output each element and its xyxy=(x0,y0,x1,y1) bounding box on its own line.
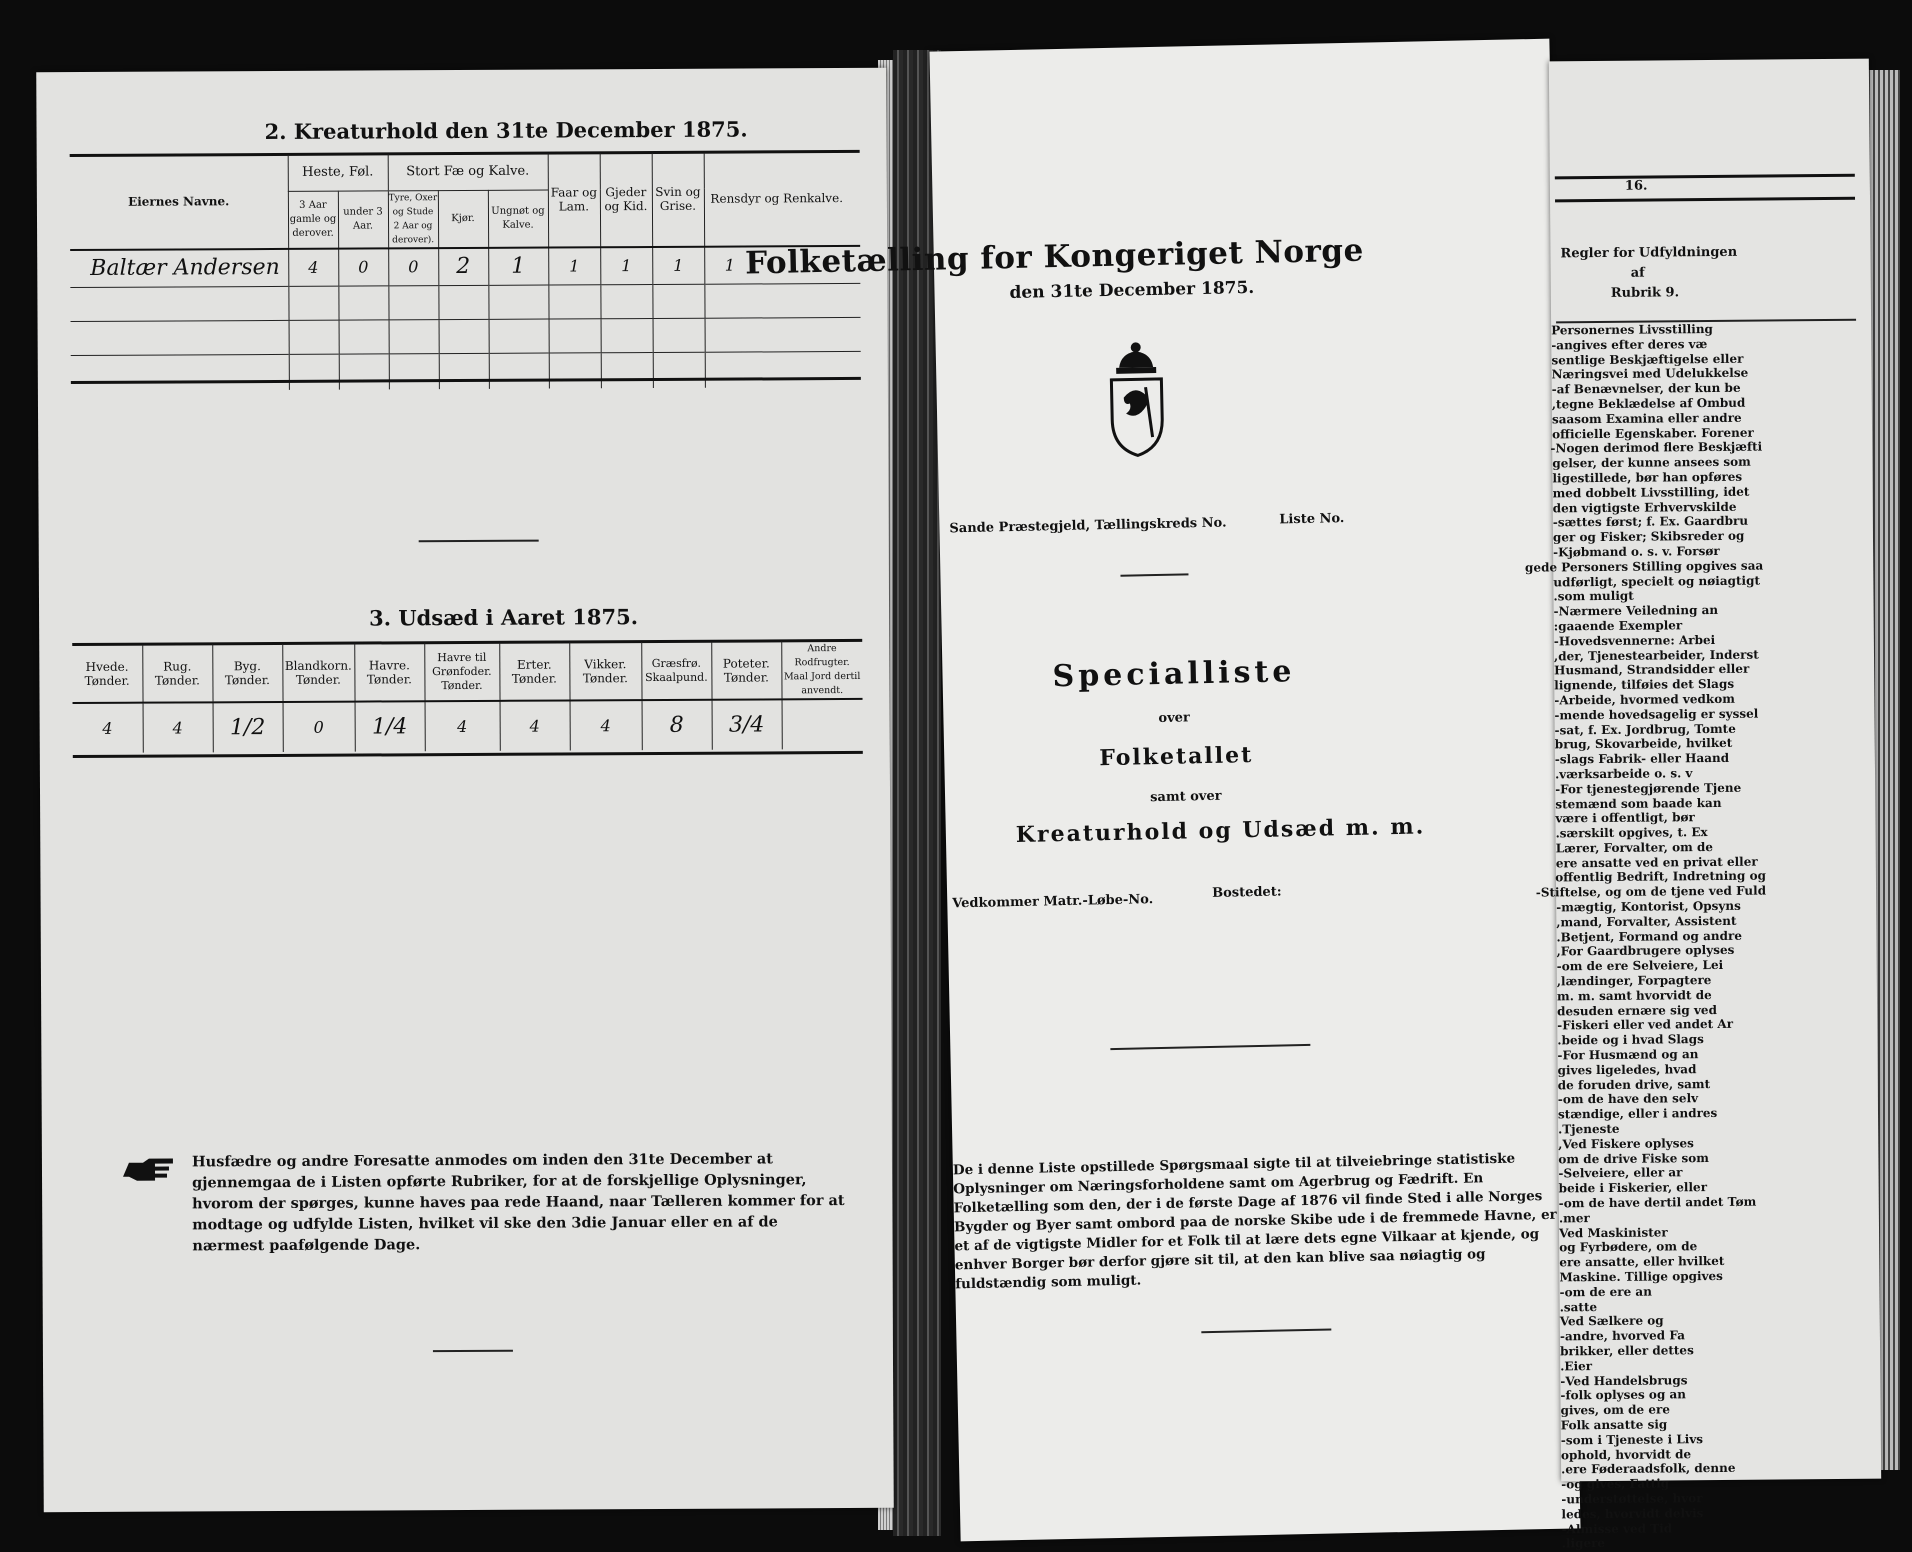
separator-5 xyxy=(1201,1329,1331,1334)
cell-sheep: 1 xyxy=(548,247,600,285)
owner-name: Baltær Andersen xyxy=(90,255,280,282)
census-title: Folketælling for Kongeriget Norge xyxy=(744,232,1365,282)
livestock-row xyxy=(70,245,860,287)
livestock-table xyxy=(70,152,861,391)
notice-text: Husfædre og andre Foresatte anmodes om inden den 31te December at gjennemgaa de i Listen opførte Rubriker, for at de forskjellige Oplysninger, hvorom der spørges, kunne haves paa rede Haand, naar Tælleren kommer for at modtage og udfylde Listen, hvilket vil ske den 3die Januar eller en af de nærmest paafølgende Dage. xyxy=(191,1150,845,1255)
pointing-hand-icon xyxy=(127,1157,175,1185)
separator-4 xyxy=(1110,1044,1310,1050)
cell-barley: 1/2 xyxy=(213,702,283,752)
sheep-header: Faar og Lam. xyxy=(548,153,600,247)
potatoes-header: Poteter. Tønder. xyxy=(711,641,781,699)
peas-header: Erter. Tønder. xyxy=(499,642,569,700)
sowing-table xyxy=(72,641,863,753)
instructions-strip xyxy=(1524,59,1881,1551)
green-oats-header: Havre til Grønfoder. Tønder. xyxy=(424,643,499,701)
census-date: den 31te December 1875. xyxy=(1009,277,1255,304)
cell-bulls: 0 xyxy=(388,248,438,286)
horses-old-header: 3 Aar gamle og derover. xyxy=(288,191,338,249)
folketallet-title: Folketallet xyxy=(1099,742,1254,772)
rye-header: Rug. Tønder. xyxy=(142,644,212,702)
parish-line: Sande Præstegjeld, Tællingskreds No. xyxy=(949,515,1227,537)
cell-peas: 4 xyxy=(500,700,570,750)
cell-goats: 1 xyxy=(600,247,652,285)
cell-wheat: 4 xyxy=(102,718,113,738)
cell-other-roots xyxy=(782,699,863,749)
list-no-label: Liste No. xyxy=(1279,511,1345,528)
reindeer-header: Rensdyr og Renkalve. xyxy=(704,152,860,246)
horses-header: Heste, Føl. xyxy=(288,154,388,191)
coat-of-arms-icon xyxy=(1101,337,1173,458)
cell-cows: 2 xyxy=(438,247,488,285)
barley-header: Byg. Tønder. xyxy=(212,644,282,702)
cell-grass-seed: 8 xyxy=(642,700,712,750)
cell-potatoes: 3/4 xyxy=(712,699,782,749)
grass-seed-header: Græsfrø. Skaalpund. xyxy=(641,642,711,700)
wheat-header: Hvede. Tønder. xyxy=(84,659,130,688)
cell-rye: 4 xyxy=(143,702,213,752)
left-page xyxy=(36,68,894,1512)
cell-vetch: 4 xyxy=(570,700,642,750)
cattle-header: Stort Fæ og Kalve. xyxy=(388,154,548,191)
strip-heading-1: Regler for Udfyldningen xyxy=(1560,244,1738,262)
sowing-header-row xyxy=(72,641,862,703)
mixed-grain-header: Blandkorn. Tønder. xyxy=(282,644,354,702)
census-footer-text: De i denne Liste opstillede Spørgsmaal sigte til at tilveiebringe statistiske Oplysninger om Næringsforholdene samt om Agerbrug og Fædrift. En Folketælling som den, der i de første Dage af 1876 vil finde Sted i alle Norges Bygder og Byer samt ombord paa de norske Skibe ude i de fremmede Havne, er et af de vigtigste Midler for et Folk til at lære dets egne Vilkaar at kjende, og enhver Borger bør derfor gjøre sit til, at den kan blive saa nøiagtig og fuldstændig som muligt. xyxy=(952,1150,1557,1293)
oats-header: Havre. Tønder. xyxy=(354,643,424,701)
cows-header: Kjør. xyxy=(438,190,488,248)
strip-heading-3: Rubrik 9. xyxy=(1610,285,1680,301)
cell-reindeer: 1 xyxy=(704,245,860,284)
cell-green-oats: 4 xyxy=(425,701,500,751)
strip-number-rule xyxy=(1555,197,1855,203)
separator-2 xyxy=(433,1350,513,1352)
cell-mixed-grain: 0 xyxy=(283,702,355,752)
over-label-1: over xyxy=(1158,710,1190,727)
goats-header: Gjeder og Kid. xyxy=(600,153,652,247)
other-roots-header: Andre Rodfrugter. Maal Jord dertil anvendt. xyxy=(781,641,862,699)
cell-calves: 1 xyxy=(488,247,548,285)
owner-header: Eiernes Navne. xyxy=(128,194,230,210)
horses-young-header: under 3 Aar. xyxy=(338,190,388,248)
strip-heading-2: af xyxy=(1630,265,1645,281)
strip-top-rule xyxy=(1555,174,1855,180)
separator-3 xyxy=(1120,573,1188,576)
sowing-value-row xyxy=(73,699,863,753)
pigs-header: Svin og Grise. xyxy=(652,153,704,247)
cell-pigs: 1 xyxy=(652,246,704,284)
specialliste-title: Specialliste xyxy=(1052,654,1296,695)
strip-body-text: Personernes Livsstilling angives efter deres væ- sentlige Beskjæftigelse eller Næringsvei med Udelukkelse af Benævnelser, der kun be- tegne Beklædelse af Ombud, saasom Examina eller andre officielle Egenskaber. Forener Nogen derimod flere Beskjæfti- gelser, der kunne ansees som ligestillede, bør han opføres med dobbelt Livsstilling, idet den vigtigste Erhvervskilde sættes først; f. Ex. Gaardbru- ger og Fisker; Skibsreder og Kjøbmand o. s. v. Forsør- gede Personers Stilling opgives saa udførligt, specielt og nøiagtigt som muligt. Nærmere Veiledning an- gaaende Exempler: Hovedsvennerne: Arbei- der, Tjenestearbeider, Inderst, Husmand, Strandsidder eller lignende, tilføies det Slags Arbeide, hvormed vedkom- mende hovedsagelig er syssel- sat, f. Ex. Jordbrug, Tomte- brug, Skovarbeide, hvilket slags Fabrik- eller Haand- værksarbeide o. s. v. For tjenestegjørende Tjene- stemænd som baade kan være i offentligt, bør særskilt opgives, t. Ex. Lærer, Forvalter, om de ere ansatte ved en privat eller offentlig Bedrift, Indretning og Stiftelse, og om de tjene ved Fuld- mægtig, Kontorist, Opsyns- mand, Forvalter, Assistent, Betjent, Formand og andre. For Gaardbrugere oplyses, om de ere Selveiere, Lei- lændinger, Forpagtere, m. m. samt hvorvidt de desuden ernære sig ved Fiskeri eller ved andet Ar- beide og i hvad Slags. For Husmænd og an- gives ligeledes, hvad de foruden drive, samt om de have den selv- stændige, eller i andres Tjeneste. Ved Fiskere oplyses, om de drive Fiske som Selveiere, eller ar- beide i Fiskerier, eller om de have dertil andet Tøm- mer. Ved Maskinister og Fyrbødere, om de ere ansatte, eller hvilket Maskine. Tillige opgives om de ere an- satte. Ved Sælkere og andre, hvorved Fa- brikker, eller dettes Eier. Ved Handelsbrugs- folk oplyses og an- gives, om de ere Folk ansatte sig som i Tjeneste i Livs- ophold, hvorvidt de ere Føderaadsfolk, denne. og gives, Fattig- understøttelse, hvor- ledes, hvorvidt delvis Almisse ved Tid- ligere. xyxy=(1524,322,1767,1551)
cell-horses-young: 0 xyxy=(338,248,388,286)
calves-header: Ungnøt og Kalve. xyxy=(488,190,548,248)
bulls-header: Tyre, Oxer og Stude 2 Aar og derover). xyxy=(388,190,438,248)
kreaturhold-title: Kreaturhold og Udsæd m. m. xyxy=(1015,813,1426,849)
strip-number: 16. xyxy=(1624,178,1648,194)
bostedet-label: Bostedet: xyxy=(1211,884,1282,901)
livestock-heading: 2. Kreaturhold den 31te December 1875. xyxy=(264,116,748,145)
cell-oats: 1/4 xyxy=(355,701,425,751)
matr-label: Vedkommer Matr.-Løbe-No. xyxy=(952,892,1154,912)
separator-1 xyxy=(419,540,539,543)
cell-horses-old: 4 xyxy=(288,248,338,286)
sowing-heading: 3. Udsæd i Aaret 1875. xyxy=(369,604,639,631)
vetch-header: Vikker. Tønder. xyxy=(569,642,641,700)
samt-over-label: samt over xyxy=(1149,788,1222,806)
